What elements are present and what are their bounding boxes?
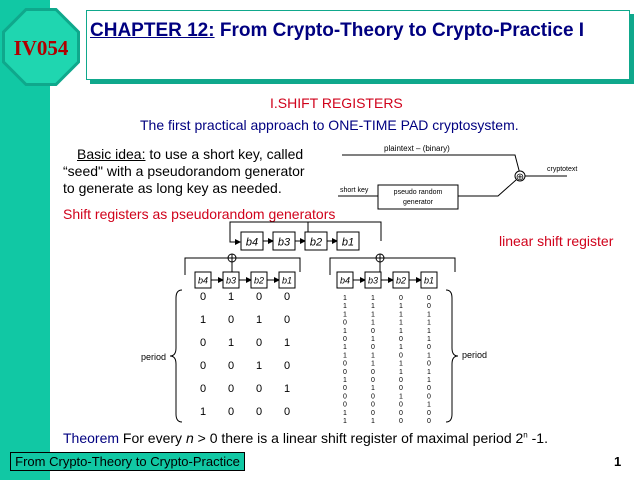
right-table-cell: 0	[371, 393, 375, 401]
section-heading: I.SHIFT REGISTERS	[270, 95, 403, 111]
right-table-cell: 0	[371, 401, 375, 409]
right-table-cell: 0	[427, 393, 431, 401]
left-state-table	[200, 291, 290, 418]
left-table-cell: 0	[283, 314, 291, 326]
left-table-cell: 0	[283, 291, 291, 303]
left-table-cell: 1	[199, 314, 207, 326]
theorem-text2: > 0 there is a linear shift register of maximal period 2	[193, 430, 524, 446]
left-table-cell: 1	[283, 383, 291, 395]
right-table-cell: 0	[427, 418, 431, 425]
right-table-cell: 1	[399, 303, 403, 311]
right-table-cell: 0	[427, 360, 431, 368]
right-table-cell: 0	[399, 352, 403, 360]
right-table-cell: 0	[427, 409, 431, 417]
right-table-cell: 1	[399, 360, 403, 368]
theorem-word: Theorem	[63, 430, 120, 446]
right-table-cell: 1	[343, 377, 347, 384]
left-table-cell: 0	[227, 383, 235, 395]
left-table-cell: 1	[227, 291, 235, 303]
basic-idea-line1	[77, 146, 303, 162]
chapter-title: From Crypto-Theory to Crypto-Practice I	[214, 20, 585, 41]
basic-idea-label: Basic idea:	[77, 146, 146, 162]
right-table-cell: 1	[399, 311, 403, 319]
chapter-label: CHAPTER 12:	[90, 20, 215, 41]
left-table-cell: 1	[255, 314, 263, 326]
theorem-text3: -1.	[527, 430, 548, 446]
right-table-cell: 0	[343, 385, 347, 393]
right-table-cell: 1	[371, 418, 375, 425]
top-register-cell-label: b4	[245, 236, 259, 249]
right-table-cell: 0	[343, 319, 347, 327]
right-table-cell: 0	[343, 360, 347, 368]
right-table-cell: 0	[343, 336, 347, 343]
right-table-cell: 0	[427, 385, 431, 393]
register-diagram	[140, 210, 470, 435]
right-table-cell: 1	[343, 303, 347, 311]
lsr-label: linear shift register	[499, 233, 614, 249]
generator-line	[458, 180, 516, 196]
right-table-cell: 0	[399, 336, 403, 343]
theorem-sup: n	[523, 430, 528, 440]
theorem-line	[63, 430, 548, 446]
left-table-cell: 1	[283, 337, 291, 349]
footer: From Crypto-Theory to Crypto-Practice	[10, 452, 245, 471]
right-table-cell: 1	[399, 344, 403, 352]
left-register-cell-label: b3	[225, 275, 237, 286]
left-register	[195, 272, 295, 288]
right-table-cell: 0	[399, 385, 403, 393]
right-table-cell: 0	[343, 368, 347, 376]
right-table-cell: 0	[371, 368, 375, 376]
right-table-cell: 1	[427, 327, 431, 335]
generator-label1: pseudo random	[393, 189, 443, 196]
right-table-cell: 1	[343, 352, 347, 360]
left-register-cell-label: b2	[253, 275, 265, 286]
prng-diagram	[330, 140, 578, 215]
course-logo: IV054	[13, 36, 69, 60]
slide-title	[90, 20, 620, 42]
left-table-cell: 0	[199, 383, 207, 395]
right-table-cell: 1	[371, 336, 375, 343]
right-table-cell: 1	[343, 344, 347, 352]
right-table-cell: 1	[343, 327, 347, 335]
right-register-cell-label: b4	[339, 275, 351, 286]
left-table-cell: 0	[227, 314, 235, 326]
right-period-brace	[446, 290, 458, 422]
right-table-cell: 1	[427, 368, 431, 376]
right-table-cell: 1	[371, 360, 375, 368]
top-register-cell-label: b2	[309, 236, 323, 249]
right-table-cell: 0	[371, 377, 375, 384]
right-table-cell: 1	[343, 311, 347, 319]
left-register-cell-label: b1	[281, 275, 293, 286]
right-table-cell: 0	[427, 303, 431, 311]
left-period-label: period	[140, 352, 166, 362]
right-register-cell-label: b3	[367, 275, 379, 286]
left-table-cell: 1	[199, 406, 207, 418]
right-table-cell: 0	[399, 418, 403, 425]
basic-idea-line3: to generate as long key as needed.	[63, 180, 282, 196]
left-table-cell: 1	[227, 337, 235, 349]
right-table-cell: 1	[371, 311, 375, 319]
right-table-cell: 0	[427, 295, 431, 302]
right-table-cell: 0	[371, 409, 375, 417]
left-table-cell: 0	[255, 406, 263, 418]
right-table-cell: 0	[427, 344, 431, 352]
basic-idea-line2: “seed" with a pseudorandom generator	[63, 163, 305, 179]
left-table-cell: 0	[255, 337, 263, 349]
right-register	[337, 272, 437, 288]
left-table-cell: 0	[283, 406, 291, 418]
right-table-cell: 1	[399, 393, 403, 401]
plaintext-line	[342, 155, 520, 174]
left-table-cell: 0	[227, 406, 235, 418]
right-table-cell: 0	[371, 327, 375, 335]
right-table-cell: 1	[371, 352, 375, 360]
right-register-cell-label: b2	[395, 275, 407, 286]
right-table-cell: 1	[427, 377, 431, 384]
theorem-n: n	[185, 430, 194, 446]
right-table-cell: 1	[343, 418, 347, 425]
left-period-brace	[170, 290, 182, 422]
shift-registers-heading: Shift registers as pseudorandom generators	[63, 206, 336, 222]
right-table-cell: 1	[427, 336, 431, 343]
page-number: 1	[614, 454, 622, 469]
right-register-cell-label: b1	[423, 275, 435, 286]
subtitle: The first practical approach to ONE-TIME PAD cryptosystem.	[140, 117, 519, 133]
right-period-label: period	[462, 350, 488, 360]
right-table-cell: 1	[343, 409, 347, 417]
left-table-cell: 0	[255, 291, 263, 303]
right-table-cell: 1	[371, 385, 375, 393]
right-table-cell: 0	[343, 393, 347, 401]
right-table-cell: 1	[427, 311, 431, 319]
right-table-cell: 1	[371, 303, 375, 311]
right-table-cell: 1	[399, 319, 403, 327]
left-table-cell: 0	[199, 360, 207, 372]
right-table-cell: 0	[399, 401, 403, 409]
top-register-cell-label: b3	[277, 236, 291, 249]
theorem-text1: For every	[119, 430, 186, 446]
right-table-cell: 0	[399, 377, 403, 384]
right-table-cell: 0	[371, 344, 375, 352]
right-state-table	[343, 295, 431, 425]
right-table-cell: 1	[427, 319, 431, 327]
right-table-cell: 1	[427, 352, 431, 360]
right-table-cell: 1	[399, 327, 403, 335]
left-register-cell-label: b4	[197, 275, 209, 286]
right-table-cell: 1	[371, 295, 375, 302]
left-table-cell: 0	[255, 383, 263, 395]
right-table-cell: 1	[427, 401, 431, 409]
plaintext-label: plaintext – (binary)	[384, 144, 450, 153]
right-table-cell: 0	[399, 295, 403, 302]
top-register	[241, 232, 359, 250]
left-table-cell: 0	[199, 337, 207, 349]
right-table-cell: 0	[343, 401, 347, 409]
left-table-cell: 0	[227, 360, 235, 372]
left-table-cell: 0	[283, 360, 291, 372]
basic-idea-text1: to use a short key, called	[145, 146, 304, 162]
right-table-cell: 1	[343, 295, 347, 302]
right-table-cell: 0	[399, 409, 403, 417]
right-table-cell: 1	[371, 319, 375, 327]
generator-label2: generator	[403, 199, 433, 206]
xor-symbol: ⊕	[515, 172, 525, 183]
cryptotext-label: cryptotext	[547, 166, 578, 173]
left-table-cell: 0	[199, 291, 207, 303]
right-table-cell: 1	[399, 368, 403, 376]
top-register-cell-label: b1	[341, 236, 355, 249]
left-table-cell: 1	[255, 360, 263, 372]
short-key-label: short key	[340, 187, 369, 194]
